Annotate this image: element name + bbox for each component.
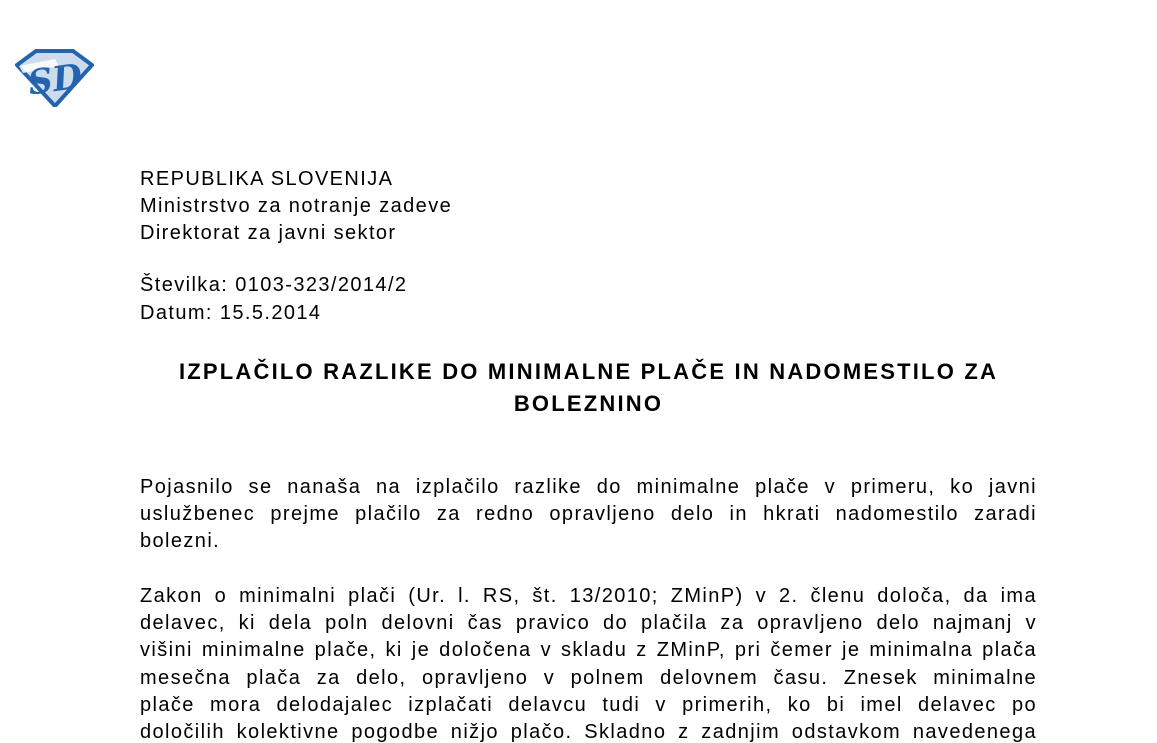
- sd-shield-logo: [15, 49, 94, 107]
- reference-block: [140, 272, 407, 327]
- paragraph-1-line-1: Pojasnilo se nanaša na izplačilo razlike do minimalne plače v primeru, ko javni: [140, 476, 1037, 498]
- logo-letters: SD: [25, 56, 85, 104]
- paragraph-1: [140, 474, 1037, 556]
- title-line-2: BOLEZNINO: [513, 391, 664, 416]
- paragraph-2-line-1: Zakon o minimalni plači (Ur. l. RS, št. 13/2010; ZMinP) v 2. členu določa, da ima: [140, 585, 1037, 607]
- letterhead: [140, 166, 452, 247]
- document-date-line: [140, 300, 407, 328]
- document-number-label: Številka:: [140, 274, 229, 296]
- letterhead-directorate: Direktorat za javni sektor: [140, 222, 397, 244]
- document-date-label: Datum:: [140, 301, 213, 324]
- paragraph-2: [140, 583, 1037, 743]
- document-number-line: [140, 272, 407, 300]
- paragraph-1-line-2: uslužbenec prejme plačilo za redno opravljeno delo in hkrati nadomestilo zaradi: [140, 503, 1037, 526]
- paragraph-2-line-4: mesečna plača za delo, opravljeno v polnem delovnem času. Znesek minimalne: [140, 666, 1037, 689]
- document-title: [140, 356, 1037, 420]
- paragraph-2-line-3: višini minimalne plače, ki je določena v skladu z ZMinP, pri čemer je minimalna plača: [140, 639, 1037, 662]
- paragraph-2-line-5: plače mora delodajalec izplačati delavcu tudi v primerih, ko bi imel delavec po: [140, 693, 1037, 716]
- paragraph-2-line-6: določilih kolektivne pogodbe nižjo plačo. Skladno z zadnjim odstavkom navedenega: [140, 721, 1037, 743]
- document-number-value: 0103-323/2014/2: [235, 274, 408, 296]
- document-date-value: 15.5.2014: [219, 301, 322, 324]
- letterhead-country: REPUBLIKA SLOVENIJA: [140, 168, 394, 190]
- letterhead-ministry: Ministrstvo za notranje zadeve: [140, 195, 453, 217]
- paragraph-1-line-3: bolezni.: [140, 530, 221, 553]
- paragraph-2-line-2: delavec, ki dela poln delovni čas pravico do plačila za opravljeno delo najmanj v: [140, 612, 1037, 635]
- title-line-1: IZPLAČILO RAZLIKE DO MINIMALNE PLAČE IN NADOMESTILO ZA: [178, 359, 999, 384]
